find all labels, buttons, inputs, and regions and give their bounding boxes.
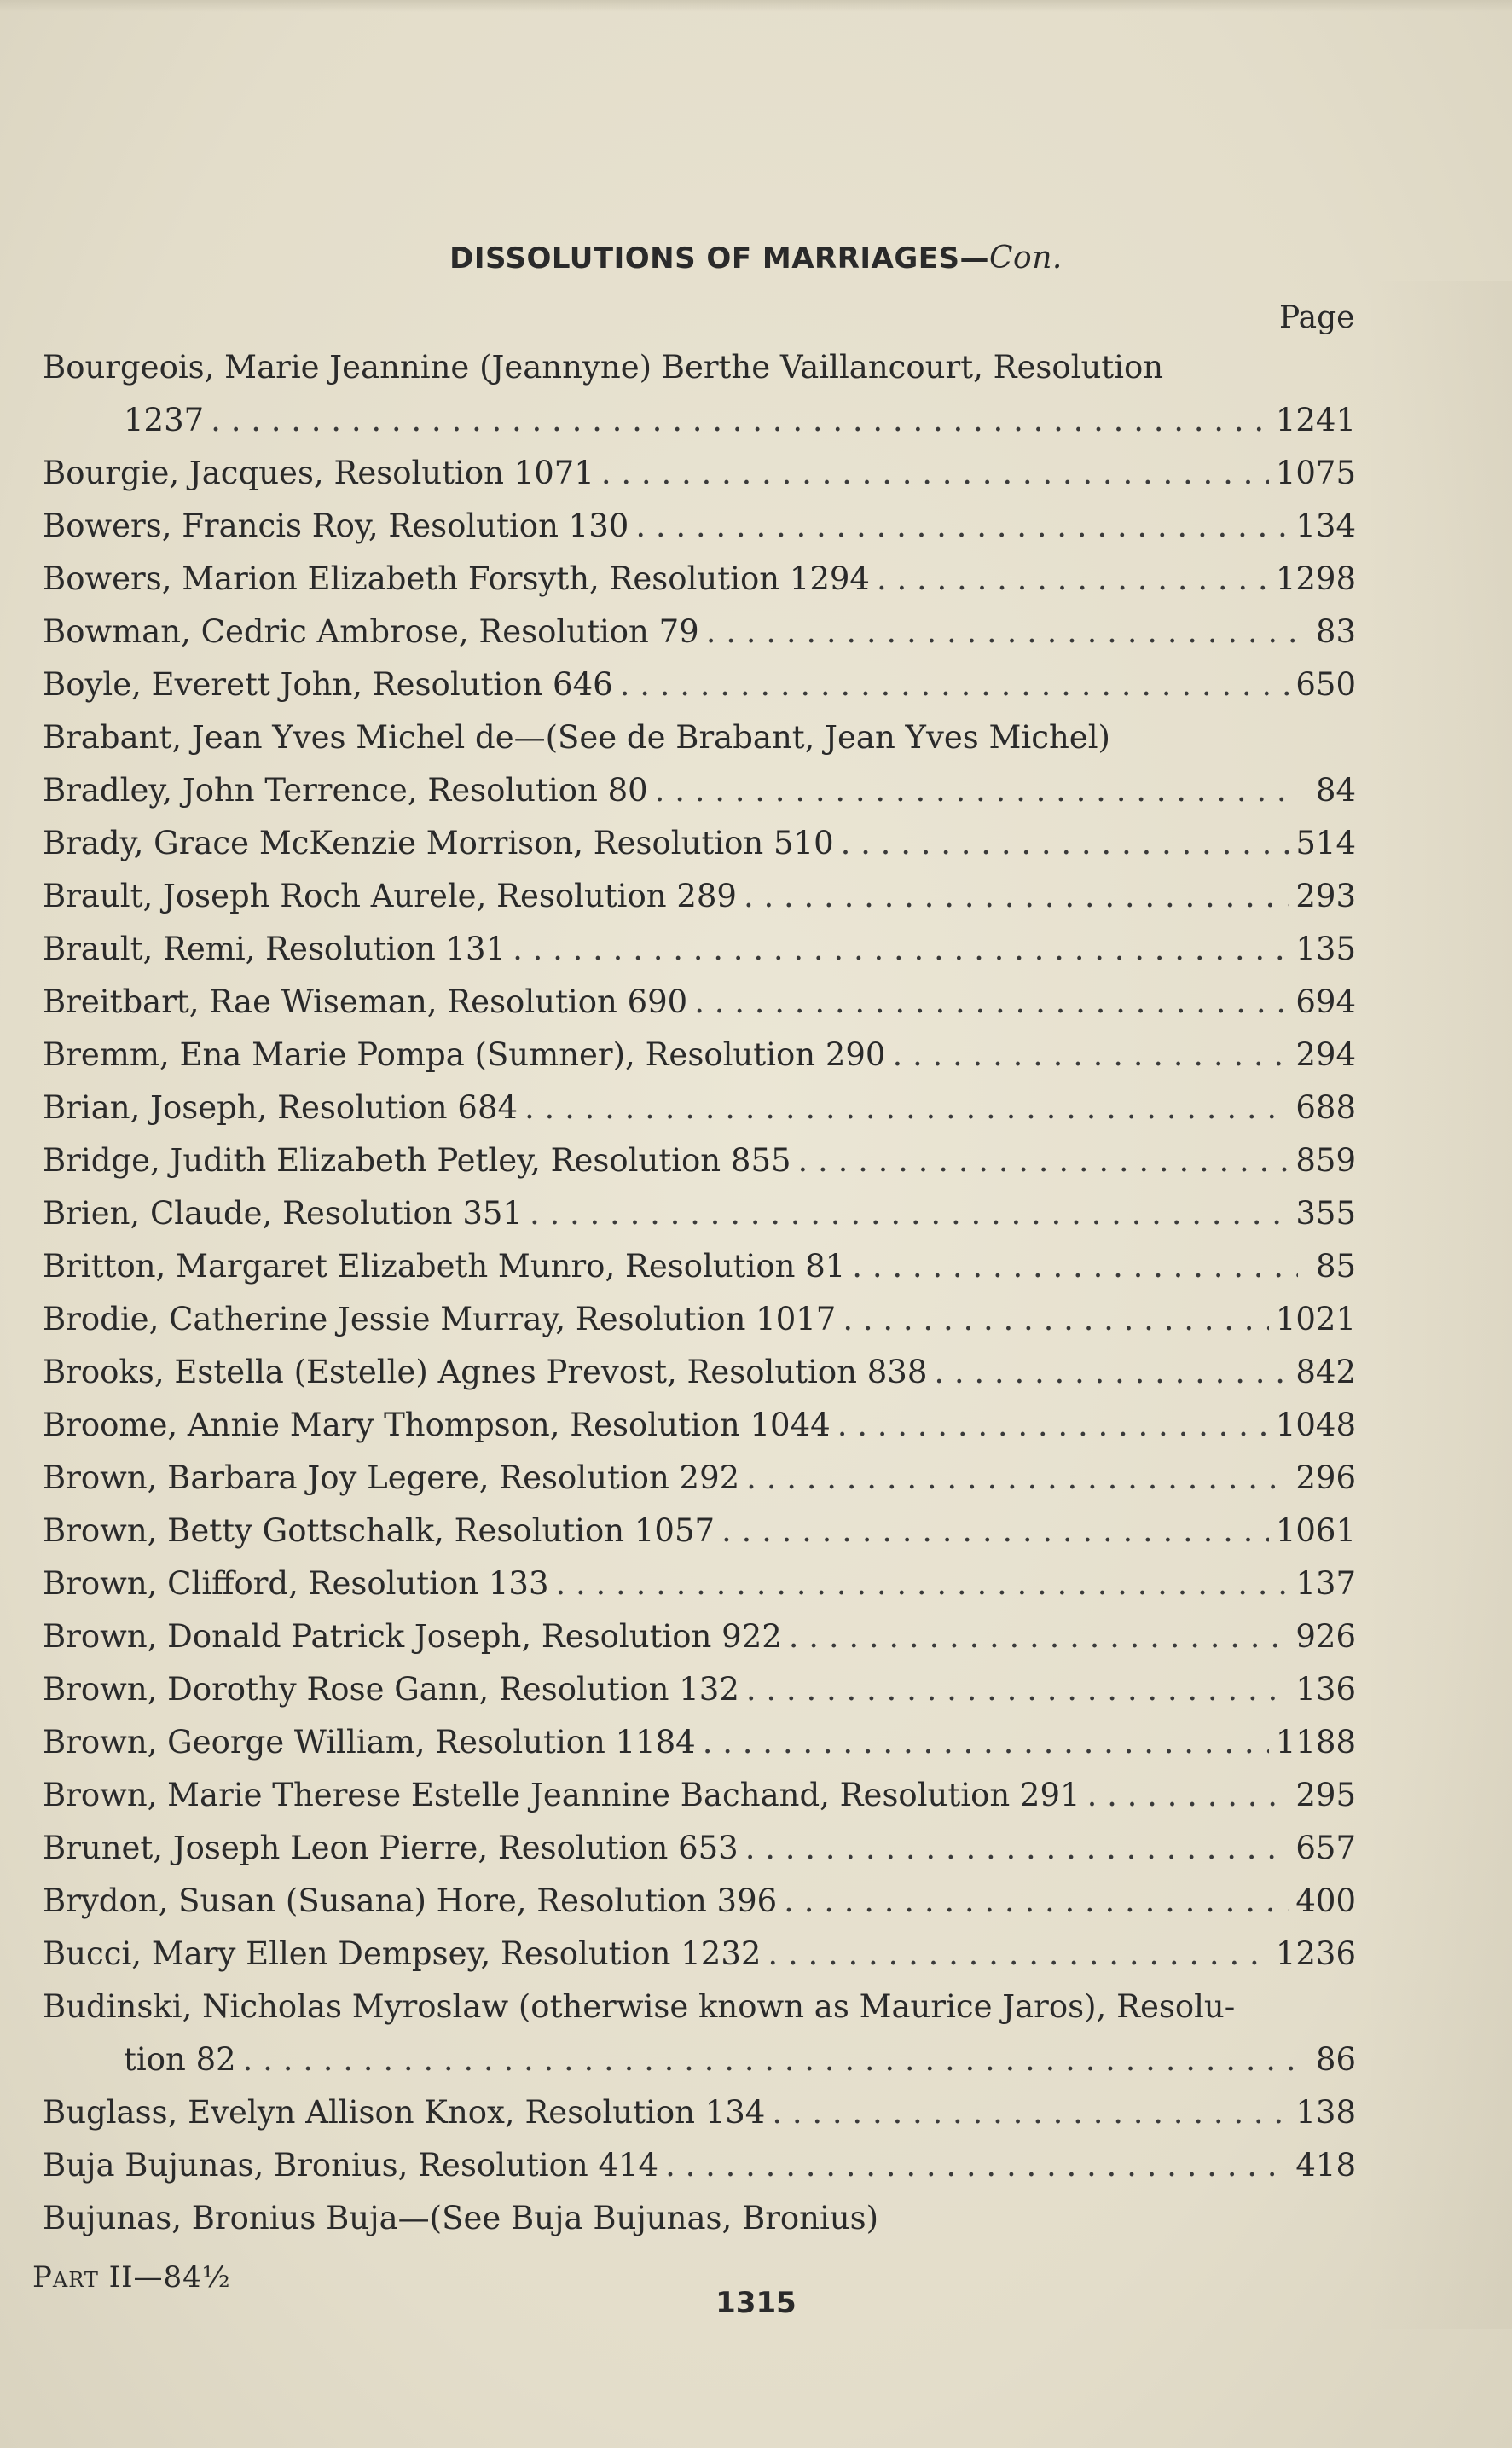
entry-page: 514 [1295, 825, 1356, 861]
index-entry [43, 2086, 1356, 2139]
entry-continuation-line [43, 394, 1356, 447]
entry-page: 926 [1295, 1618, 1356, 1655]
index-entry [43, 711, 1356, 764]
entry-line [43, 1134, 1356, 1187]
entry-text: Bourgie, Jacques, Resolution 1071 [43, 455, 594, 491]
part-label: Part II—84½ [32, 2260, 231, 2294]
entry-text: Brown, Betty Gottschalk, Resolution 1057 [43, 1512, 715, 1549]
dot-leader [934, 1346, 1289, 1399]
entry-line [43, 764, 1356, 817]
entry-line [43, 553, 1356, 606]
index-entry [43, 2139, 1356, 2192]
index-entry [43, 1452, 1356, 1505]
index-entry [43, 1769, 1356, 1822]
entry-line [43, 1293, 1356, 1346]
entry-text: Brown, Dorothy Rose Gann, Resolution 132 [43, 1671, 739, 1708]
entry-text: Bradley, John Terrence, Resolution 80 [43, 772, 648, 809]
entry-text: Bucci, Mary Ellen Dempsey, Resolution 1232 [43, 1935, 762, 1972]
dot-leader [703, 1716, 1269, 1769]
entry-line [43, 341, 1356, 394]
entry-page: 694 [1295, 983, 1356, 1020]
entry-line [43, 447, 1356, 500]
entry-text: Brown, Donald Patrick Joseph, Resolution 922 [43, 1618, 782, 1655]
entry-line [43, 1769, 1356, 1822]
entry-page: 859 [1295, 1142, 1356, 1179]
dot-leader [837, 1399, 1269, 1452]
entry-line [43, 2139, 1356, 2192]
entry-page: 400 [1295, 1882, 1356, 1919]
index-entry [43, 1029, 1356, 1082]
entry-line [43, 606, 1356, 658]
dot-leader [601, 447, 1269, 500]
index-entry [43, 817, 1356, 870]
dot-leader [655, 764, 1298, 817]
index-entry [43, 1399, 1356, 1452]
entry-page: 134 [1295, 508, 1356, 544]
entry-line [43, 1399, 1356, 1452]
bleed-through-shadow [1364, 281, 1512, 2329]
entry-page: 1188 [1275, 1724, 1356, 1761]
index-entry [43, 553, 1356, 606]
dot-leader [772, 2086, 1289, 2139]
entry-page: 650 [1295, 666, 1356, 703]
entry-text: Brooks, Estella (Estelle) Agnes Prevost, Resolution 838 [43, 1354, 928, 1390]
entry-text: Brault, Joseph Roch Aurele, Resolution 289 [43, 878, 737, 914]
dot-leader [768, 1928, 1268, 1981]
entry-text: Budinski, Nicholas Myroslaw (otherwise known as Maurice Jaros), Resolu- [43, 1988, 1236, 2025]
dot-leader [744, 870, 1289, 923]
entry-line [43, 1240, 1356, 1293]
entry-continuation-text: tion 82 [124, 2041, 236, 2078]
entry-page: 1298 [1275, 560, 1356, 597]
entry-line [43, 1082, 1356, 1134]
dot-leader [555, 1558, 1289, 1610]
dot-leader [892, 1029, 1289, 1082]
entry-line [43, 711, 1356, 764]
entry-text: Brien, Claude, Resolution 351 [43, 1195, 523, 1232]
entry-line [43, 1029, 1356, 1082]
entry-page: 294 [1295, 1036, 1356, 1073]
entry-text: Boyle, Everett John, Resolution 646 [43, 666, 613, 703]
entry-page: 1021 [1275, 1301, 1356, 1337]
index-entry [43, 1240, 1356, 1293]
entry-continuation-text: 1237 [124, 402, 205, 438]
entry-page: 86 [1315, 2041, 1356, 2078]
entry-continuation-line [43, 2033, 1356, 2086]
entry-text: Brown, Barbara Joy Legere, Resolution 292 [43, 1459, 740, 1496]
index-entry [43, 1293, 1356, 1346]
entry-line [43, 2192, 1356, 2245]
entry-text: Brian, Joseph, Resolution 684 [43, 1089, 518, 1126]
dot-leader [746, 1663, 1289, 1716]
entry-text: Bridge, Judith Elizabeth Petley, Resolution 855 [43, 1142, 791, 1179]
page-column-label: Page [1279, 300, 1355, 335]
entry-text: Brown, George William, Resolution 1184 [43, 1724, 696, 1761]
index-entry [43, 764, 1356, 817]
page-number: 1315 [715, 2286, 797, 2320]
entry-page: 1236 [1275, 1935, 1356, 1972]
entry-line [43, 870, 1356, 923]
entry-page: 688 [1295, 1089, 1356, 1126]
entry-line [43, 1875, 1356, 1928]
entry-page: 1048 [1275, 1407, 1356, 1443]
dot-leader [745, 1822, 1289, 1875]
entry-page: 1075 [1275, 455, 1356, 491]
entry-line [43, 1716, 1356, 1769]
dot-leader [620, 658, 1289, 711]
index-entry [43, 2192, 1356, 2245]
index-entry [43, 1558, 1356, 1610]
entry-page: 296 [1295, 1459, 1356, 1496]
dot-leader [665, 2139, 1289, 2192]
index-entry [43, 1610, 1356, 1663]
index-entry [43, 606, 1356, 658]
section-heading [0, 241, 1512, 276]
dot-leader [694, 976, 1289, 1029]
dot-leader [530, 1187, 1289, 1240]
index-entry [43, 341, 1356, 447]
entry-text: Brault, Remi, Resolution 131 [43, 931, 507, 967]
entry-line [43, 1928, 1356, 1981]
entry-line [43, 1505, 1356, 1558]
index-entry [43, 1082, 1356, 1134]
entry-line [43, 976, 1356, 1029]
entry-text: Brown, Clifford, Resolution 133 [43, 1565, 549, 1602]
entry-line [43, 2086, 1356, 2139]
dot-leader [843, 1293, 1268, 1346]
dot-leader [635, 500, 1289, 553]
entry-line [43, 923, 1356, 976]
dot-leader [1087, 1769, 1289, 1822]
entry-line [43, 1346, 1356, 1399]
entry-text: Brabant, Jean Yves Michel de—(See de Brabant, Jean Yves Michel) [43, 719, 1110, 756]
entry-page: 1061 [1275, 1512, 1356, 1549]
page-top-edge [0, 0, 1512, 12]
entry-page: 842 [1295, 1354, 1356, 1390]
entry-line [43, 817, 1356, 870]
index-entry [43, 1663, 1356, 1716]
entry-page: 418 [1295, 2147, 1356, 2184]
heading-suffix: Con. [989, 241, 1063, 276]
dot-leader [789, 1610, 1289, 1663]
entry-page: 138 [1295, 2094, 1356, 2131]
entry-line [43, 1663, 1356, 1716]
entry-page: 135 [1295, 931, 1356, 967]
index-entry [43, 1822, 1356, 1875]
dot-leader [852, 1240, 1298, 1293]
entry-text: Buglass, Evelyn Allison Knox, Resolution 134 [43, 2094, 766, 2131]
entry-line [43, 500, 1356, 553]
entry-text: Britton, Margaret Elizabeth Munro, Resolution 81 [43, 1248, 846, 1285]
index-entry [43, 1716, 1356, 1769]
entry-text: Brydon, Susan (Susana) Hore, Resolution 396 [43, 1882, 778, 1919]
entry-text: Breitbart, Rae Wiseman, Resolution 690 [43, 983, 688, 1020]
dot-leader [841, 817, 1289, 870]
index-entry [43, 658, 1356, 711]
dot-leader [877, 553, 1269, 606]
entry-text: Bremm, Ena Marie Pompa (Sumner), Resolution 290 [43, 1036, 886, 1073]
entry-page: 657 [1295, 1830, 1356, 1866]
entry-text: Buja Bujunas, Bronius, Resolution 414 [43, 2147, 659, 2184]
dot-leader [798, 1134, 1289, 1187]
index-entry [43, 976, 1356, 1029]
index-entry [43, 923, 1356, 976]
heading-title: DISSOLUTIONS OF MARRIAGES— [449, 241, 989, 276]
index-entry [43, 1981, 1356, 2086]
index-entry [43, 1134, 1356, 1187]
entry-page: 84 [1315, 772, 1356, 809]
entry-text: Bourgeois, Marie Jeannine (Jeannyne) Berthe Vaillancourt, Resolution [43, 349, 1164, 386]
entry-page: 1241 [1275, 402, 1356, 438]
dot-leader [243, 2033, 1298, 2086]
entry-text: Brunet, Joseph Leon Pierre, Resolution 653 [43, 1830, 739, 1866]
entry-line [43, 1452, 1356, 1505]
entry-text: Brodie, Catherine Jessie Murray, Resolution 1017 [43, 1301, 837, 1337]
dot-leader [784, 1875, 1289, 1928]
index-entry [43, 447, 1356, 500]
entry-page: 137 [1295, 1565, 1356, 1602]
entry-page: 293 [1295, 878, 1356, 914]
index-entry [43, 1346, 1356, 1399]
dot-leader [211, 394, 1269, 447]
entry-line [43, 1187, 1356, 1240]
entry-text: Bowers, Marion Elizabeth Forsyth, Resolution 1294 [43, 560, 870, 597]
dot-leader [524, 1082, 1289, 1134]
entry-text: Broome, Annie Mary Thompson, Resolution 1044 [43, 1407, 831, 1443]
entry-text: Brady, Grace McKenzie Morrison, Resolution 510 [43, 825, 834, 861]
index-entry [43, 1928, 1356, 1981]
entry-text: Brown, Marie Therese Estelle Jeannine Bachand, Resolution 291 [43, 1777, 1080, 1813]
dot-leader [721, 1505, 1269, 1558]
index-entry [43, 1187, 1356, 1240]
entry-page: 85 [1315, 1248, 1356, 1285]
index-entry [43, 870, 1356, 923]
entry-line [43, 1610, 1356, 1663]
index-entry [43, 500, 1356, 553]
entry-line [43, 1822, 1356, 1875]
entry-line [43, 658, 1356, 711]
dot-leader [746, 1452, 1289, 1505]
entry-page: 295 [1295, 1777, 1356, 1813]
index-entry [43, 1875, 1356, 1928]
index-entries [43, 341, 1356, 2245]
dot-leader [513, 923, 1289, 976]
index-entry [43, 1505, 1356, 1558]
entry-text: Bowers, Francis Roy, Resolution 130 [43, 508, 629, 544]
entry-page: 83 [1315, 613, 1356, 650]
entry-line [43, 1558, 1356, 1610]
entry-text: Bowman, Cedric Ambrose, Resolution 79 [43, 613, 699, 650]
entry-page: 136 [1295, 1671, 1356, 1708]
entry-text: Bujunas, Bronius Buja—(See Buja Bujunas, Bronius) [43, 2200, 879, 2236]
entry-line [43, 1981, 1356, 2033]
entry-page: 355 [1295, 1195, 1356, 1232]
dot-leader [706, 606, 1298, 658]
